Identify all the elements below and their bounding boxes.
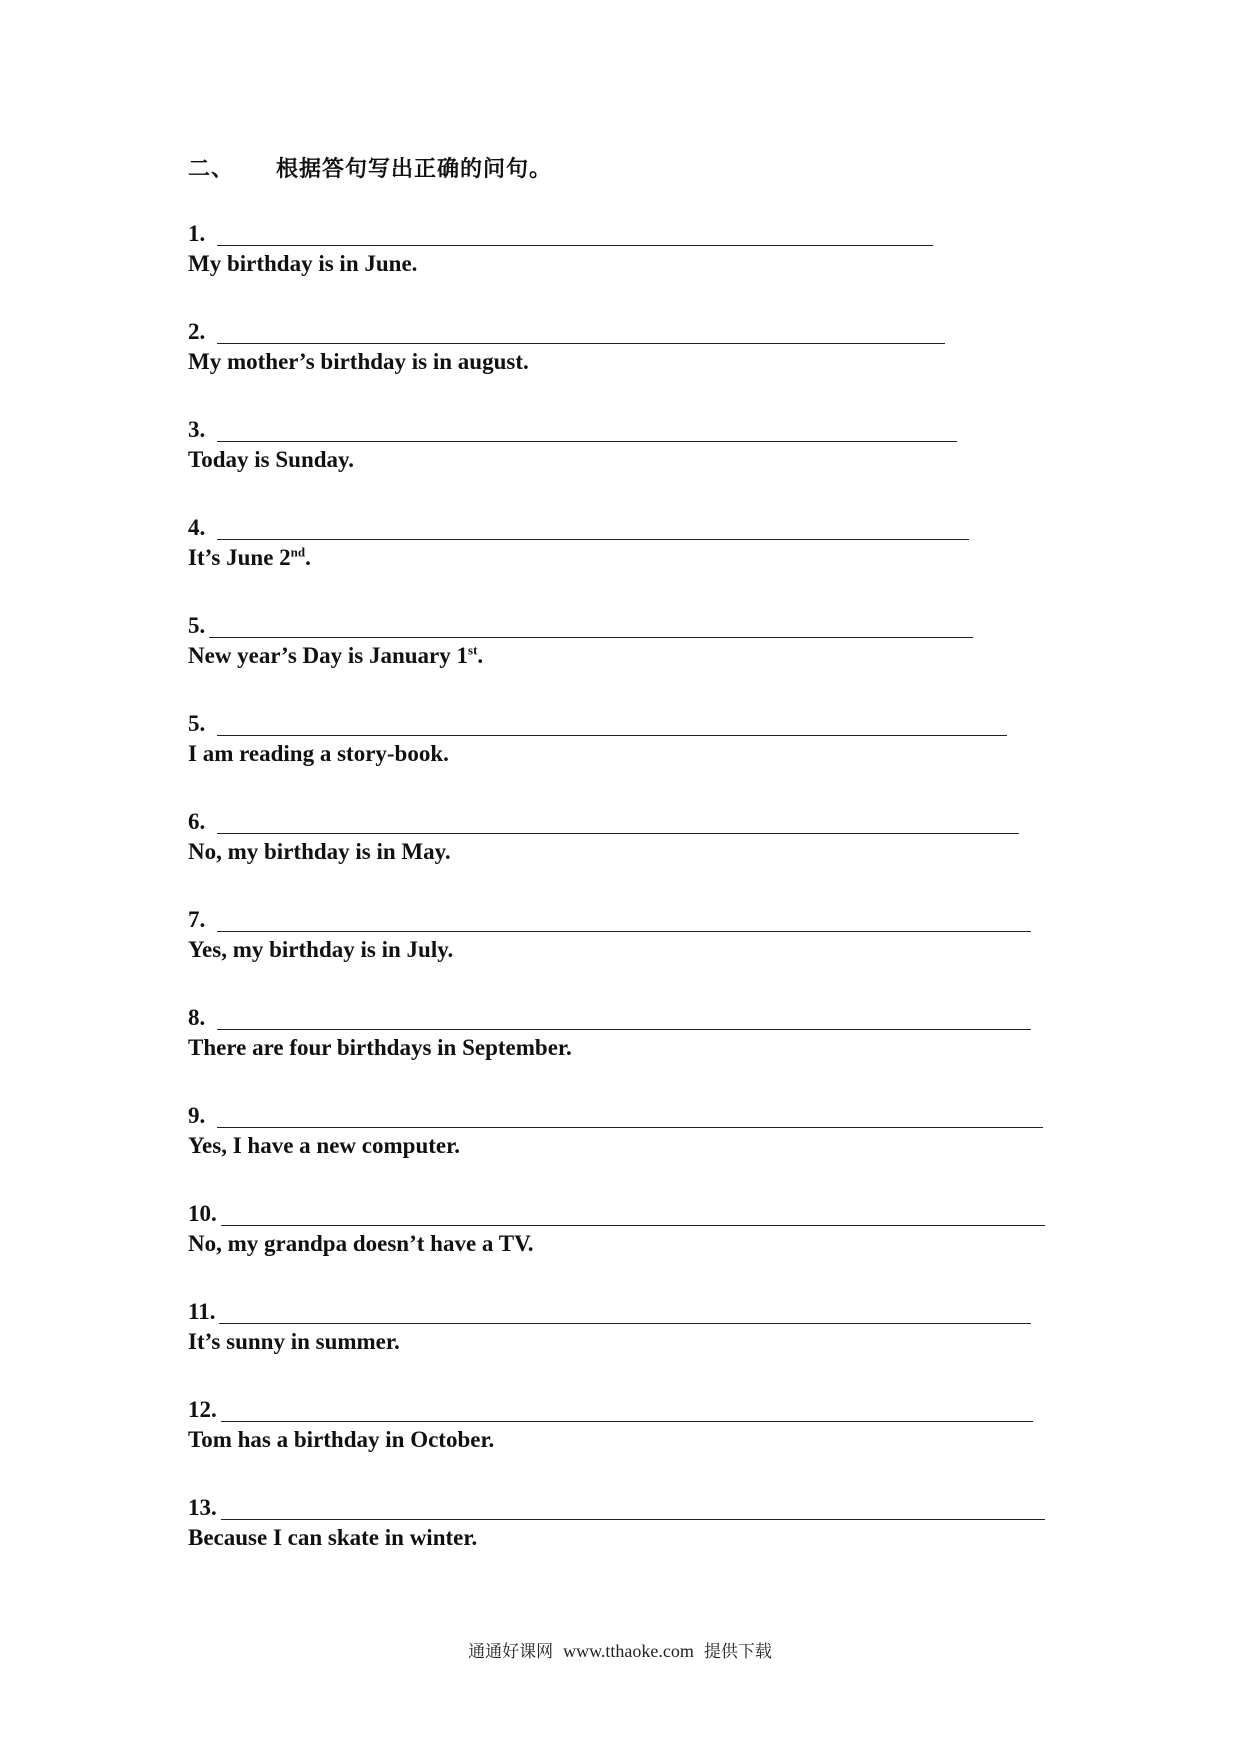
question-number: 6. [188,809,206,834]
answer-blank-line[interactable] [219,1301,1031,1324]
answer-sentence: Yes, I have a new computer. [188,1133,460,1158]
answer-blank-line[interactable] [217,419,957,442]
answer-sentence: No, my birthday is in May. [188,839,451,864]
answer-blank-line[interactable] [217,321,945,344]
answer-blank-line[interactable] [221,1497,1045,1520]
answer-sentence: Yes, my birthday is in July. [188,937,454,962]
question-item-4 [188,513,969,573]
question-number: 13. [188,1495,217,1520]
footer-site-name: 通通好课网 [468,1642,554,1662]
answer-blank-line[interactable] [221,1399,1033,1422]
answer-sentence: Because I can skate in winter. [188,1525,478,1550]
answer-blank-line[interactable] [217,713,1007,736]
question-item-5b [188,709,1007,769]
footer-download-text: 提供下载 [703,1642,772,1662]
footer-url[interactable]: www.tthaoke.com [563,1641,694,1661]
question-item-5 [188,611,973,671]
answer-sentence: My mother’s birthday is in august. [188,349,529,374]
answer-sentence: There are four birthdays in September. [188,1035,572,1060]
answer-sentence: No, my grandpa doesn’t have a TV. [188,1231,534,1256]
question-item-3 [188,415,957,475]
question-number: 2. [188,319,206,344]
question-number: 4. [188,515,206,540]
question-number: 7. [188,907,206,932]
answer-blank-line[interactable] [217,1007,1031,1030]
answer-blank-line[interactable] [217,517,969,540]
answer-sentence: Tom has a birthday in October. [188,1427,495,1452]
answer-sentence: My birthday is in June. [188,251,418,276]
question-item-8 [188,1003,1031,1063]
answer-sentence: New year’s Day is January 1st. [188,642,484,668]
answer-sentence: It’s sunny in summer. [188,1329,400,1354]
question-item-11 [188,1297,1031,1357]
question-item-9 [188,1101,1043,1161]
question-number: 10. [188,1201,217,1226]
section-heading [188,152,552,183]
answer-blank-line[interactable] [217,223,933,246]
question-number: 9. [188,1103,206,1128]
answer-blank-line[interactable] [221,1203,1045,1226]
question-item-13 [188,1493,1045,1553]
question-number: 5. [188,711,206,736]
question-item-1 [188,219,933,279]
question-item-12 [188,1395,1033,1455]
section-number: 二、 [188,157,235,182]
answer-blank-line[interactable] [209,615,973,638]
answer-sentence: Today is Sunday. [188,447,355,472]
question-number: 1. [188,221,206,246]
question-number: 3. [188,417,206,442]
answer-blank-line[interactable] [217,909,1031,932]
question-number: 8. [188,1005,206,1030]
question-number: 5. [188,613,206,638]
question-item-6 [188,807,1019,867]
question-number: 12. [188,1397,217,1422]
page-footer [0,1637,1240,1662]
question-item-7 [188,905,1031,965]
answer-blank-line[interactable] [217,811,1019,834]
section-instruction: 根据答句写出正确的问句。 [276,157,553,182]
question-item-2 [188,317,945,377]
question-number: 11. [188,1299,216,1324]
answer-sentence: It’s June 2nd. [188,544,311,570]
answer-blank-line[interactable] [217,1105,1043,1128]
answer-sentence: I am reading a story-book. [188,741,449,766]
question-item-10 [188,1199,1045,1259]
